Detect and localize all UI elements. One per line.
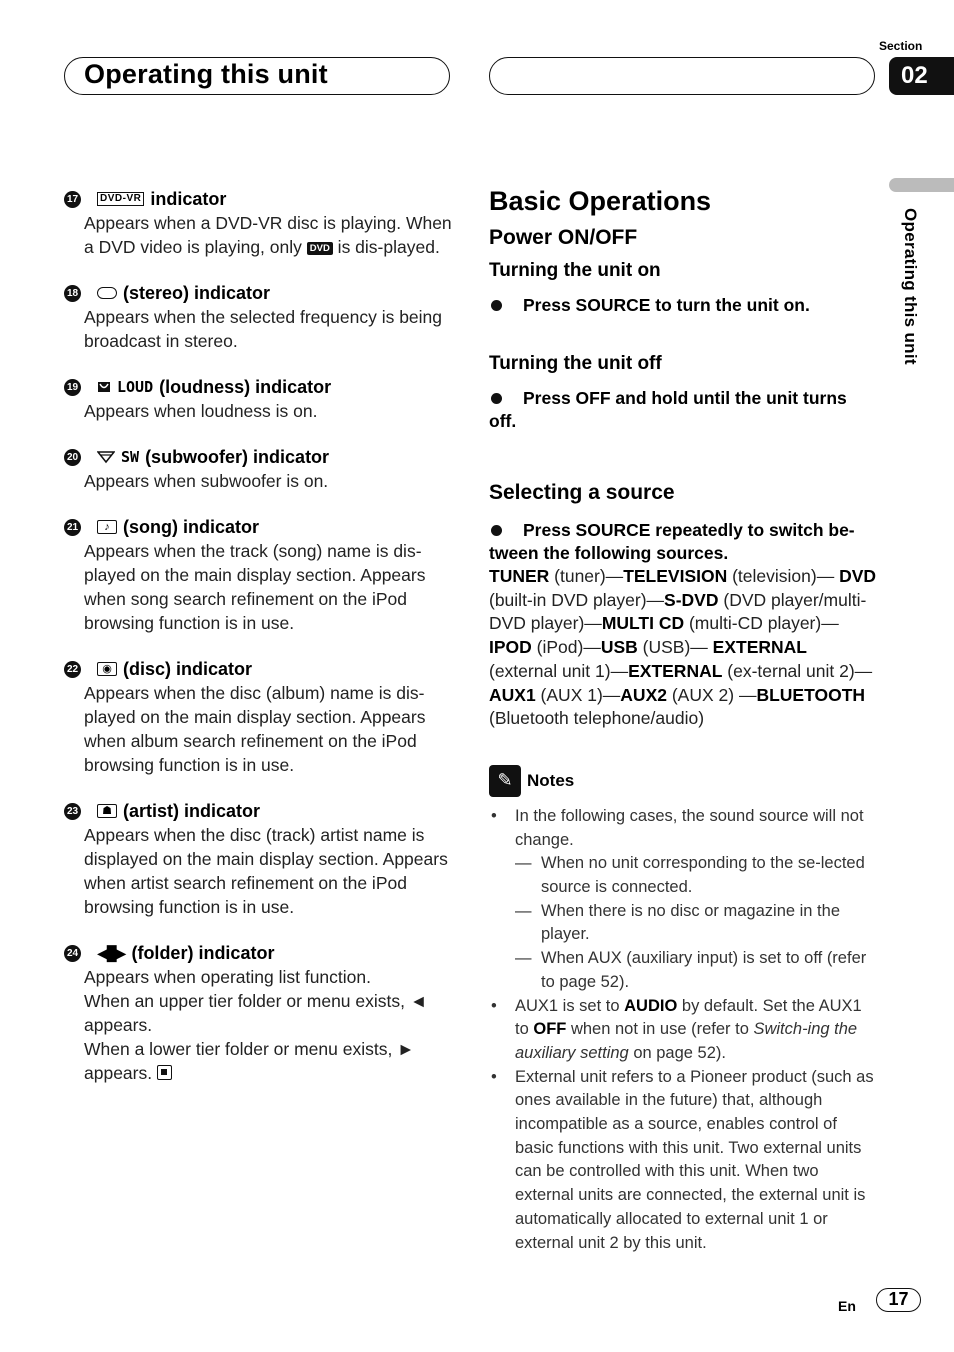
item-number: 19 — [64, 379, 81, 396]
turn-off-heading: Turning the unit off — [489, 353, 662, 374]
note-item: • In the following cases, the sound source will not change. — When no unit corresponding to the se-lected source is connected. — When there is no disc or magazine in the player. — When AUX (auxiliary input) is set to off (refer to page 52). — [489, 805, 877, 995]
sub-note-item: — When no unit corresponding to the se-lected source is connected. — [515, 852, 877, 899]
page-number: 17 — [876, 1288, 921, 1312]
item-body: Appears when a DVD-VR disc is playing. When a DVD video is playing, only DVD is dis-played. — [84, 213, 452, 257]
header-frame-right — [489, 57, 875, 95]
bullet-icon — [491, 300, 502, 311]
item-number: 23 — [64, 803, 81, 820]
item-title: (disc) indicator — [123, 658, 253, 679]
sw-label: SW — [121, 448, 140, 466]
item-number: 22 — [64, 661, 81, 678]
item-body: Appears when subwoofer is on. — [84, 471, 329, 491]
indicator-item — [64, 657, 454, 777]
item-body: Appears when operating list function. When an upper tier folder or menu exists, ◄ appears. When a lower tier folder or menu exists, ► appears. — [84, 967, 428, 1083]
indicator-item — [64, 799, 454, 919]
item-title: (song) indicator — [123, 516, 259, 537]
section-number: 02 — [889, 57, 954, 95]
power-heading: Power ON/OFF — [489, 226, 638, 249]
end-mark-icon — [157, 1065, 172, 1080]
select-source-heading: Selecting a source — [489, 481, 675, 504]
stereo-icon — [97, 287, 117, 299]
subwoofer-icon — [97, 450, 115, 464]
notes-heading: ✎ Notes — [489, 765, 877, 797]
item-number: 17 — [64, 191, 81, 208]
indicator-item — [64, 187, 454, 259]
side-tab-bar — [889, 178, 954, 192]
item-body: Appears when the track (song) name is dis-played on the main display section. Appears when song search refinement on the iPod browsing function is in use. — [84, 541, 426, 633]
folder-icon: ◀█▶ — [97, 944, 126, 961]
bullet-icon — [491, 525, 502, 536]
note-item: • AUX1 is set to AUDIO by default. Set the AUX1 to OFF when not in use (refer to Switch-ing the auxiliary setting on page 52). — [489, 995, 877, 1066]
loudness-icon — [97, 380, 111, 394]
indicator-item — [64, 445, 454, 493]
loud-label: LOUD — [117, 378, 154, 396]
indicator-item — [64, 281, 454, 353]
item-title: (subwoofer) indicator — [145, 446, 330, 467]
section-heading: Basic Operations — [489, 186, 712, 216]
turn-on-step: Press SOURCE to turn the unit on. — [489, 294, 877, 317]
indicator-item — [64, 375, 454, 423]
item-number: 21 — [64, 519, 81, 536]
section-label: Section — [879, 39, 923, 53]
item-body: Appears when the selected frequency is being broadcast in stereo. — [84, 307, 443, 351]
dvd-vr-icon: DVD-VR — [97, 192, 144, 206]
item-title: (folder) indicator — [131, 942, 275, 963]
song-icon: ♪ — [97, 520, 117, 534]
pencil-icon: ✎ — [489, 765, 521, 797]
item-number: 24 — [64, 945, 81, 962]
basic-operations — [489, 186, 877, 1255]
item-title: (artist) indicator — [123, 800, 261, 821]
dvd-icon: DVD — [307, 242, 333, 255]
source-list: TUNER (tuner)—TELEVISION (television)— DVD (built-in DVD player)—S-DVD (DVD player/multi-DVD player)—MULTI CD (multi-CD player)—IPOD (iPod)—USB (USB)— EXTERNAL (external unit 1)—EXTERNAL (ex-ternal unit 2)—AUX1 (AUX 1)—AUX2 (AUX 2) —BLUETOOTH (Bluetooth telephone/audio) — [489, 566, 877, 729]
note-item: • External unit refers to a Pioneer product (such as ones available in the future) that, although incompatible as a source, enables control of basic functions with this unit. Two external units can be controlled with this unit. When two external units are connected, the external unit is automatically allocated to external unit 1 or external unit 2 by this unit. — [489, 1066, 877, 1256]
language-label: En — [838, 1298, 856, 1314]
item-body: Appears when the disc (album) name is dis-played on the main display section. Appears when album search refinement on the iPod browsing function is in use. — [84, 683, 426, 775]
item-body: Appears when the disc (track) artist name is displayed on the main display section. Appears when artist search refinement on the iPod browsing function is in use. — [84, 825, 448, 917]
turn-on-heading: Turning the unit on — [489, 260, 661, 281]
artist-icon: ☗ — [97, 804, 117, 818]
select-source-step: Press SOURCE repeatedly to switch be-tween the following sources. — [489, 520, 855, 563]
notes-list — [489, 805, 877, 1255]
item-title: (stereo) indicator — [123, 282, 271, 303]
page-header-title: Operating this unit — [84, 59, 328, 89]
bullet-icon — [491, 393, 502, 404]
side-tab-label: Operating this unit — [901, 208, 920, 365]
disc-icon: ◉ — [97, 662, 117, 676]
item-number: 18 — [64, 285, 81, 302]
turn-off-step: Press OFF and hold until the unit turns off. — [489, 388, 847, 431]
sub-note-item: — When there is no disc or magazine in the player. — [515, 900, 877, 947]
item-title: (loudness) indicator — [159, 376, 332, 397]
item-number: 20 — [64, 449, 81, 466]
indicator-item — [64, 941, 454, 1085]
item-title: indicator — [150, 188, 227, 209]
item-body: Appears when loudness is on. — [84, 401, 318, 421]
indicator-item — [64, 515, 454, 635]
indicator-list — [64, 187, 454, 1107]
sub-note-item: — When AUX (auxiliary input) is set to off (refer to page 52). — [515, 947, 877, 994]
